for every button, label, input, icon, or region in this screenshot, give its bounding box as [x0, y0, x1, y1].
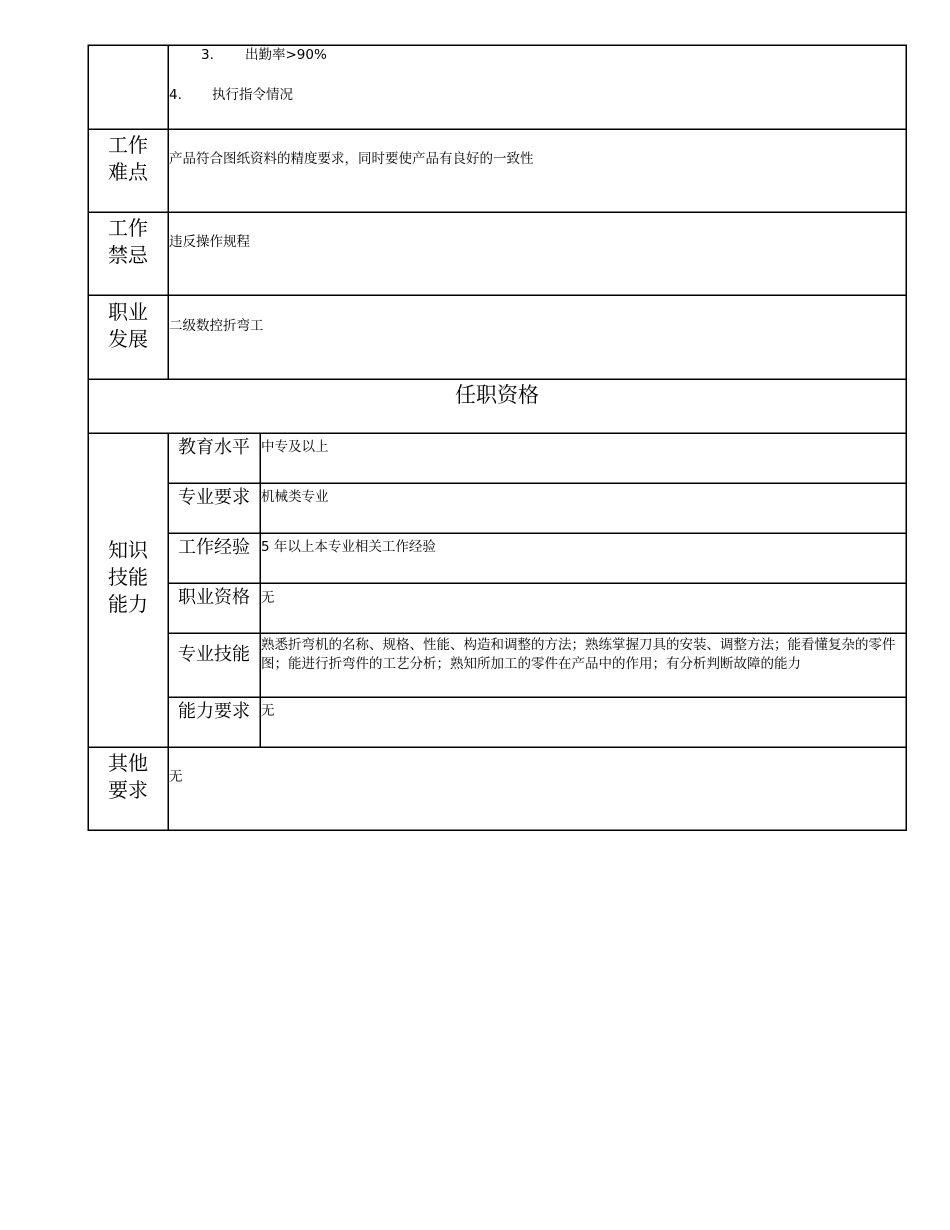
ability-value: 无	[261, 703, 275, 719]
qualifications-heading: 任职资格	[455, 383, 539, 407]
experience-label: 工作经验	[178, 537, 250, 558]
other-value: 无	[169, 769, 183, 785]
major-value: 机械类专业	[261, 489, 329, 505]
education-label: 教育水平	[178, 437, 250, 458]
ability-label: 能力要求	[178, 701, 250, 722]
skills-value: 熟悉折弯机的名称、规格、性能、构造和调整的方法；熟练掌握刀具的安装、调整方法；能看懂复杂的零件图；能进行折弯件的工艺分析；熟知所加工的零件在产品中的作用；有分析判断故障的能力	[261, 637, 896, 672]
taboo-value: 违反操作规程	[169, 234, 250, 250]
skills-label: 专业技能	[178, 644, 250, 665]
major-label: 专业要求	[178, 487, 250, 508]
experience-value: 5 年以上本专业相关工作经验	[261, 539, 436, 555]
kpi-item-4-text: 执行指令情况	[212, 87, 293, 103]
other-label: 其他 要求	[108, 751, 148, 802]
difficulty-value: 产品符合图纸资料的精度要求，同时要使产品有良好的一致性	[169, 151, 534, 167]
taboo-label: 工作 禁忌	[108, 216, 148, 267]
ksa-label: 知识 技能 能力	[108, 538, 148, 616]
kpi-item-4-number: 4.	[169, 87, 182, 103]
career-label: 职业 发展	[108, 300, 148, 351]
certification-label: 职业资格	[178, 587, 250, 608]
career-value: 二级数控折弯工	[169, 318, 264, 334]
certification-value: 无	[261, 590, 275, 606]
kpi-item-3-number: 3.	[201, 47, 214, 63]
kpi-item-3-text: 出勤率>90%	[245, 47, 327, 63]
education-value: 中专及以上	[261, 439, 329, 455]
difficulty-label: 工作 难点	[108, 133, 148, 184]
